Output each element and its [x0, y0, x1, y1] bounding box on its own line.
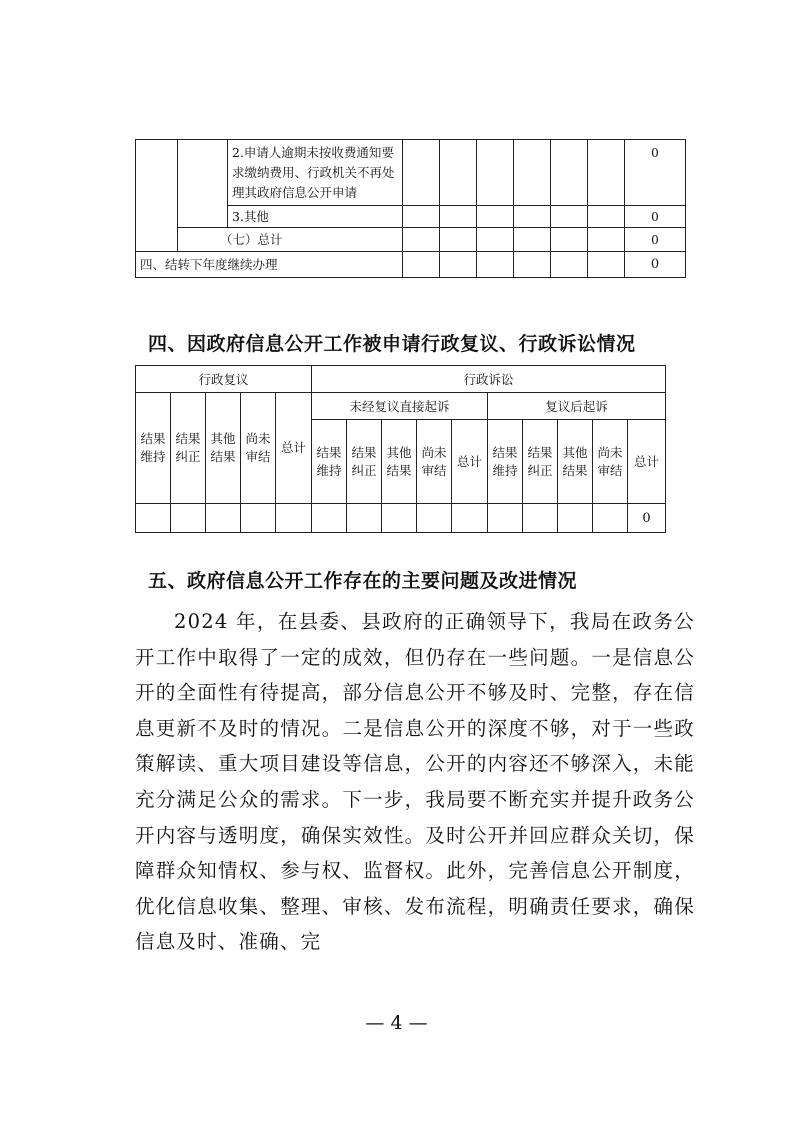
- table-cell: [178, 140, 228, 228]
- row-total: 0: [625, 228, 686, 252]
- table-row: [136, 140, 686, 206]
- table-review-litigation: [135, 365, 666, 533]
- table-row: [136, 252, 686, 278]
- header-corrected: 结果纠正: [523, 420, 558, 504]
- table-application-results: [135, 139, 686, 278]
- header-total: 总计: [628, 420, 666, 504]
- header-upheld: 结果维持: [312, 420, 347, 504]
- section-heading: 五、政府信息公开工作存在的主要问题及改进情况: [148, 570, 578, 592]
- row-label: 2.申请人逾期未按收费通知要求缴纳费用、行政机关不再处理其政府信息公开申请: [228, 140, 403, 206]
- header-admin-litigation: 行政诉讼: [312, 366, 666, 393]
- row-total: 0: [625, 252, 686, 278]
- table-cell: [136, 140, 178, 252]
- header-total: 总计: [452, 420, 488, 504]
- header-other: 其他结果: [558, 420, 593, 504]
- header-admin-review: 行政复议: [136, 366, 312, 393]
- header-other: 其他结果: [206, 393, 241, 504]
- table-header-row: [136, 366, 666, 393]
- header-upheld: 结果维持: [488, 420, 523, 504]
- table-header-row: [136, 393, 666, 420]
- header-total: 总计: [276, 393, 312, 504]
- header-pending: 尚未审结: [593, 420, 628, 504]
- row-total: 0: [625, 206, 686, 228]
- header-after-review-suit: 复议后起诉: [488, 393, 666, 420]
- page-number: — 4 —: [365, 1012, 428, 1034]
- row-label: 3.其他: [228, 206, 403, 228]
- data-total: 0: [628, 504, 666, 533]
- header-corrected: 结果纠正: [347, 420, 382, 504]
- section-heading: 四、因政府信息公开工作被申请行政复议、行政诉讼情况: [148, 333, 636, 355]
- header-corrected: 结果纠正: [171, 393, 206, 504]
- table-row: [136, 228, 686, 252]
- header-upheld: 结果维持: [136, 393, 171, 504]
- row-total: 0: [625, 140, 686, 206]
- header-other: 其他结果: [382, 420, 417, 504]
- row-label: 四、结转下年度继续办理: [136, 252, 403, 278]
- row-label: （七）总计: [178, 228, 403, 252]
- body-paragraph: 2024 年，在县委、县政府的正确领导下，我局在政务公开工作中取得了一定的成效，但仍存在一些问题。一是信息公开的全面性有待提高，部分信息公开不够及时、完整，存在信息更新不及时的情况。二是信息公开的深度不够，对于一些政策解读、重大项目建设等信息，公开的内容还不够深入，未能充分满足公众的需求。下一步，我局要不断充实并提升政务公开内容与透明度，确保实效性。及时公开并回应群众关切，保障群众知情权、参与权、监督权。此外，完善信息公开制度，优化信息收集、整理、审核、发布流程，明确责任要求，确保信息及时、准确、完: [135, 610, 695, 954]
- header-direct-suit: 未经复议直接起诉: [312, 393, 488, 420]
- header-pending: 尚未审结: [241, 393, 276, 504]
- header-pending: 尚未审结: [417, 420, 452, 504]
- table-row: [136, 504, 666, 533]
